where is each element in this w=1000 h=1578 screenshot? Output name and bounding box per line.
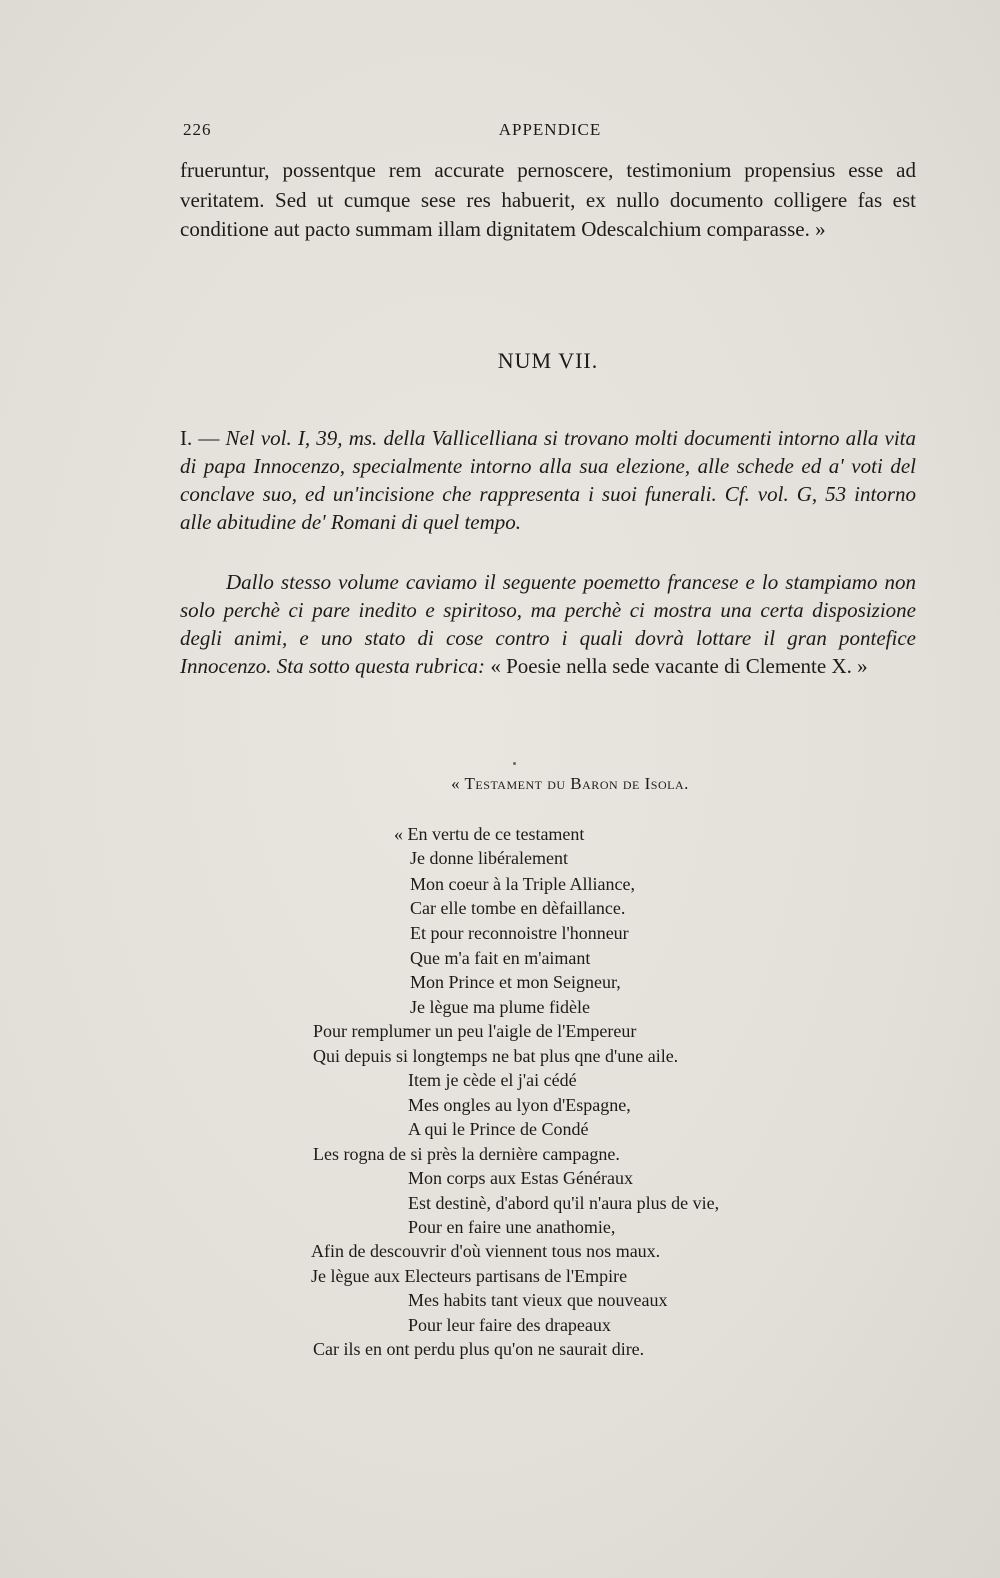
- poem-line: Je donne libéralement: [410, 848, 568, 868]
- poem-line: Et pour reconnoistre l'honneur: [410, 923, 629, 943]
- poem-line: Pour leur faire des drapeaux: [408, 1315, 611, 1335]
- paragraph-intro: [180, 568, 916, 680]
- poem-line: Je lègue ma plume fidèle: [410, 997, 590, 1017]
- poem-line: Les rogna de si près la dernière campagne.: [313, 1144, 620, 1164]
- poem-line: Mon corps aux Estas Généraux: [408, 1168, 633, 1188]
- poem-line: Que m'a fait en m'aimant: [410, 948, 591, 968]
- poem-line: A qui le Prince de Condé: [408, 1119, 589, 1139]
- poem-line: Est destinè, d'abord qu'il n'aura plus de vie,: [408, 1193, 720, 1213]
- poem-line: Mes habits tant vieux que nouveaux: [408, 1290, 668, 1310]
- note-label: I. —: [180, 426, 226, 450]
- poem-line: Pour remplumer un peu l'aigle de l'Empereur: [313, 1021, 637, 1041]
- poem-line: Mon Prince et mon Seigneur,: [410, 972, 621, 992]
- section-title: NUM VII.: [497, 348, 599, 373]
- poem-line: Qui depuis si longtemps ne bat plus qne d'une aile.: [313, 1046, 679, 1066]
- page-number: 226: [183, 120, 212, 139]
- intro-rubric: « Poesie nella sede vacante di Clemente X. »: [490, 654, 868, 678]
- ink-speck: [513, 762, 516, 765]
- poem-line: Afin de descouvrir d'où viennent tous nos maux.: [311, 1241, 661, 1261]
- poem-line: Mon coeur à la Triple Alliance,: [410, 874, 635, 894]
- intro-text: Dallo stesso volume caviamo il seguente poemetto francese e lo stampiamo non solo perchè ci pare inedito e spiritoso, ma perchè ci mostra una certa disposizione degli animi, e uno stato di cose contro i quali dovrà lottare il gran pontefice Innocenzo. Sta sotto questa rubrica:: [180, 570, 916, 678]
- running-title: APPENDICE: [498, 120, 602, 139]
- poem-line: Je lègue aux Electeurs partisans de l'Empire: [311, 1266, 628, 1286]
- poem-line: Car ils en ont perdu plus qu'on ne saurait dire.: [313, 1339, 645, 1359]
- poem-line: Mes ongles au lyon d'Espagne,: [408, 1095, 631, 1115]
- poem-line: Item je cède el j'ai cédé: [408, 1070, 577, 1090]
- poem-line: Pour en faire une anathomie,: [408, 1217, 616, 1237]
- poem-title: « Testament du Baron de Isola.: [451, 774, 689, 793]
- paragraph-latin: frueruntur, possentque rem accurate pernoscere, testimonium propensius esse ad veritatem. Sed ut cumque sese res habuerit, ex nullo documento colligere fas est conditione aut pacto summam illam dignitatem Odescalchium comparasse. »: [180, 158, 916, 241]
- poem-line: Car elle tombe en dèfaillance.: [410, 898, 626, 918]
- poem-line: « En vertu de ce testament: [394, 824, 585, 844]
- paragraph-note: [180, 424, 916, 536]
- page-header: [183, 120, 917, 144]
- note-text: Nel vol. I, 39, ms. della Vallicelliana si trovano molti documenti intorno alla vita di papa Innocenzo, specialmente intorno alla sua elezione, alle schede ed a' voti del conclave suo, ed un'incisione che rappresenta i suoi funerali. Cf. vol. G, 53 intorno alle abitudine de' Romani di quel tempo.: [180, 426, 916, 534]
